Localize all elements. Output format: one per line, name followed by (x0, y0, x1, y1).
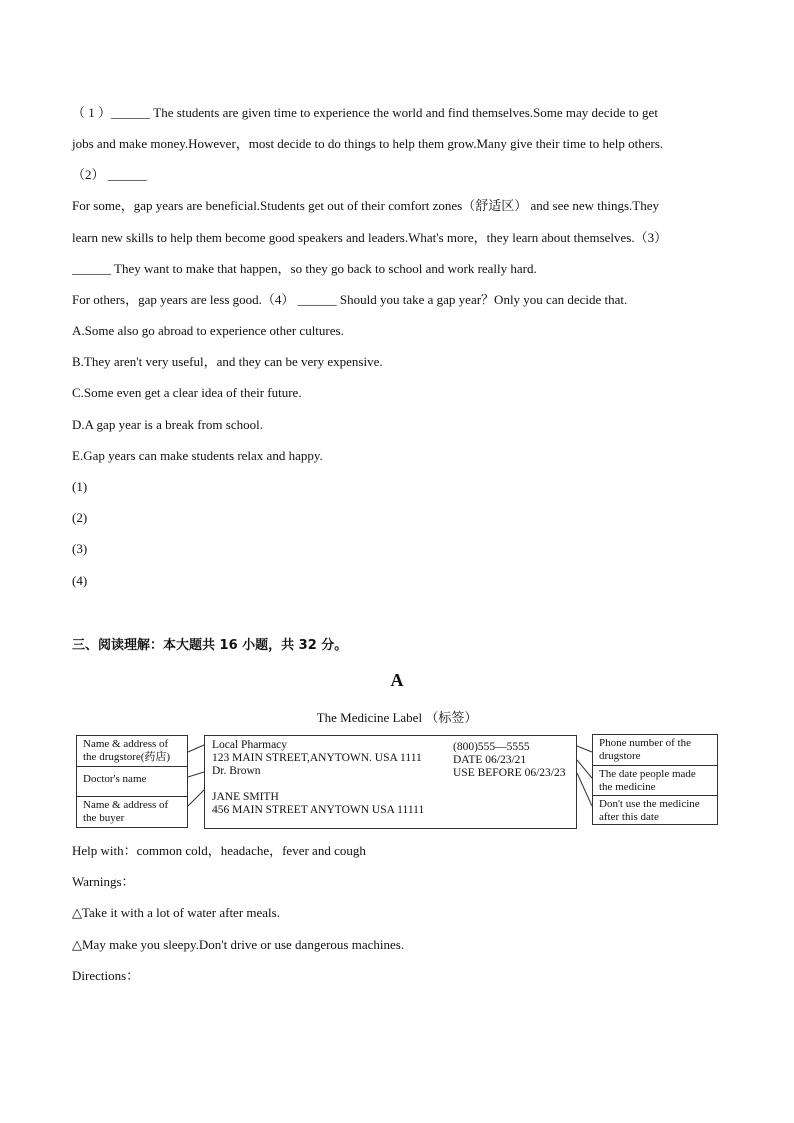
phone-number: (800)555—5555 (453, 741, 530, 753)
doctor-caption: Doctor's name (77, 767, 187, 797)
option-e: E.Gap years can make students relax and happy. (72, 448, 323, 463)
answer-slot-1: (1) (72, 479, 88, 494)
expiry-caption: Don't use the medicine after this date (599, 798, 700, 823)
buyer-caption: Name & address of the buyer (83, 799, 169, 824)
warning-item: △Take it with a lot of water after meals. (72, 905, 280, 920)
passage-title: A (390, 670, 404, 690)
label-main-box (204, 735, 577, 829)
option-b: B.They aren't very useful，and they can be very expensive. (72, 354, 383, 369)
label-line: Dr. Brown (212, 765, 261, 777)
option-a: A.Some also go abroad to experience other cultures. (72, 323, 344, 338)
paragraph-line: （ 1 ）______ The students are given time to experience the world and find themselves.Some may decide to get (72, 105, 658, 120)
paragraph-line: For some，gap years are beneficial.Students get out of their comfort zones（舒适区） and see new things.They (72, 198, 660, 213)
label-line: JANE SMITH (212, 791, 279, 803)
warnings-heading: Warnings： (72, 874, 135, 889)
use-before: USE BEFORE 06/23/23 (453, 767, 566, 779)
option-c: C.Some even get a clear idea of their future. (72, 385, 302, 400)
date-made: DATE 06/23/21 (453, 754, 527, 766)
answer-slot-3: (3) (72, 541, 88, 556)
warning-item: △May make you sleepy.Don't drive or use dangerous machines. (72, 937, 405, 952)
option-d: D.A gap year is a break from school. (72, 417, 263, 432)
paragraph-line: jobs and make money.However，most decide to do things to help them grow.Many give their time to help others. (72, 136, 664, 151)
paragraph-line: ______ They want to make that happen，so they go back to school and work really hard. (72, 261, 537, 276)
label-line: 456 MAIN STREET ANYTOWN USA 11111 (212, 804, 425, 816)
label-title: The Medicine Label （标签） (316, 710, 478, 725)
phone-caption: Phone number of the drugstore (593, 735, 717, 766)
left-caption-box (76, 735, 188, 828)
drugstore-caption: Name & address of the drugstore(药店) (77, 736, 187, 767)
label-line: 123 MAIN STREET,ANYTOWN. USA 1111 (212, 752, 422, 764)
paragraph-line: learn new skills to help them become good speakers and leaders.What's more，they learn about themselves.（3） (72, 230, 668, 245)
paragraph-line: For others，gap years are less good.（4） ______ Should you take a gap year？Only you can decide that. (72, 292, 628, 307)
date-made-caption: The date people made the medicine (593, 766, 717, 796)
label-line: Local Pharmacy (212, 739, 288, 751)
help-with-line: Help with：common cold，headache，fever and cough (72, 843, 366, 858)
directions-heading: Directions： (72, 968, 140, 983)
paragraph-line: （2） ______ (72, 167, 147, 182)
answer-slot-2: (2) (72, 510, 88, 525)
answer-slot-4: (4) (72, 573, 88, 588)
right-caption-box (592, 734, 718, 825)
section-heading: 三、阅读理解：本大题共 16 小题，共 32 分。 (72, 638, 348, 653)
